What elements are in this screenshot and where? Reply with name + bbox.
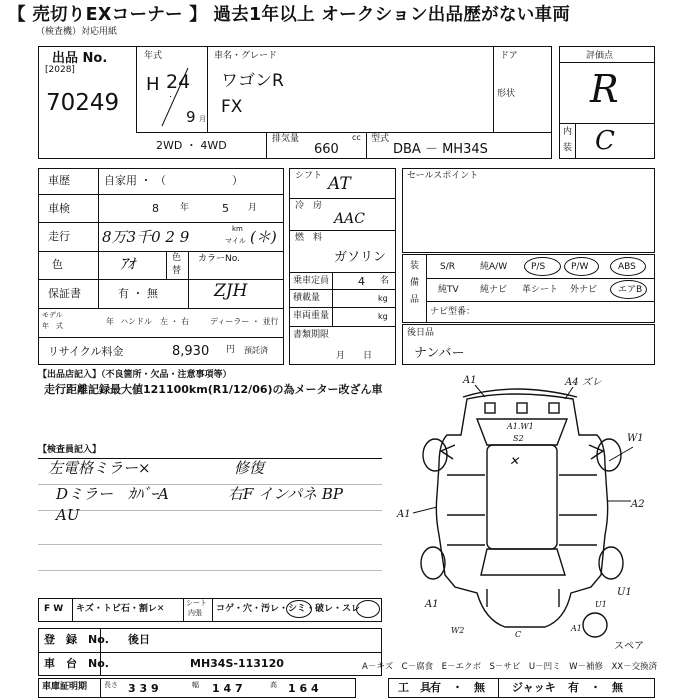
color-label: 色 [52, 258, 63, 271]
shaken-year: 8 [152, 202, 159, 215]
shaken-label: 車検 [48, 202, 70, 215]
equip-side-2: 備 [410, 278, 420, 288]
equip-navi: 純ナビ [480, 285, 508, 295]
color-no-value: ZJH [214, 281, 248, 301]
year-month: 9 [186, 108, 196, 126]
color-value: ｱｵ [120, 255, 136, 273]
mark-s2: S2 [513, 434, 524, 443]
shaken-month: 5 [222, 202, 229, 215]
cert-small: 長さ [104, 681, 118, 689]
reg-value: 後日 [128, 633, 150, 646]
year-month-unit: 月 [199, 115, 206, 123]
tools-label: 工 具 [398, 681, 431, 694]
load-label: 積載量 [293, 293, 321, 303]
mileage-value: 8万3千0 2 9 [102, 228, 190, 246]
reg-label: 登 録 No. [44, 633, 109, 646]
color-change-1: 色 [172, 253, 182, 263]
mark-w1: W1 [627, 433, 644, 444]
equip-pw-circle [564, 257, 599, 276]
model-name: ワゴンR [221, 71, 284, 91]
equip-airbag: エアB [618, 285, 643, 295]
equip-tv: 純TV [438, 285, 459, 295]
model-grade: FX [221, 97, 243, 117]
recycle-label: リサイクル料金 [48, 345, 124, 358]
mark-a4: A4 ズレ [565, 377, 602, 388]
mark-a1-rear-left: A1 [425, 599, 439, 610]
handle: ハンドル 左 ・ 右 [120, 317, 190, 326]
recycle-value: 8,930 [172, 344, 210, 359]
capacity-value: 4 [358, 275, 365, 288]
model-year-l2: 年 式 [42, 322, 63, 330]
equip-aw: 純A/W [480, 262, 508, 272]
color-no-label: カラーNo. [198, 254, 240, 264]
note-1: 【出品店記入】（不良箇所・欠品・注意事項等） [38, 370, 232, 380]
car-diagram [395, 375, 660, 645]
equip-abs: ABS [618, 262, 636, 272]
cert-height: 1 6 4 [288, 682, 319, 695]
capacity-label: 乗車定員 [293, 276, 330, 286]
navi-label: ナビ型番： [430, 307, 476, 317]
interior-label-2: 装 [563, 143, 573, 153]
legend-items: キズ・トビ石・割レ✕ [76, 604, 165, 614]
inspector-line-3: Dミラー ｶﾊﾞｰA [56, 485, 169, 503]
inspector-label: 【検査員記入】 [38, 445, 102, 455]
jack-value: 有 ・ 無 [568, 681, 623, 694]
color-change-2: 替 [172, 266, 182, 276]
mileage-unit-km: km [232, 225, 243, 233]
info-table [38, 168, 284, 365]
capacity-unit: 名 [380, 276, 390, 286]
banner-text: 【 売切りEXコーナー 】 過去1年以上 オークション出品歴がない車両 [8, 5, 571, 25]
model-year-unit: 年 [106, 317, 114, 326]
year-value: 24 [166, 71, 191, 93]
equip-sr: S/R [440, 262, 455, 272]
mark-x: ✕ [509, 454, 520, 468]
weight-label: 車両重量 [293, 311, 330, 321]
mark-c: C [515, 630, 522, 639]
recycle-note: 預託済 [244, 346, 268, 355]
warranty-label: 保証書 [48, 287, 81, 300]
lot-tag: [2028] [45, 65, 75, 75]
dealer: ディーラー ・ 並行 [210, 317, 279, 326]
tools-value: 有 ・ 無 [430, 681, 485, 694]
spare-label: スペア [614, 641, 644, 652]
note-2: 走行距離記録最大値121100km(R1/12/06)の為メーター改ざん車 [44, 383, 383, 396]
cert-width-unit: 高 [270, 681, 277, 689]
doc-deadline-unit: 月 日 [336, 351, 373, 361]
chassis-label: 車 台 No. [44, 657, 109, 670]
aircon-label: 冷 房 [295, 201, 323, 211]
cert-len: 3 3 9 [128, 682, 159, 695]
mark-u1-rear: U1 [595, 600, 607, 609]
model-year-l1: モデル [42, 311, 63, 319]
shaken-month-unit: 月 [248, 203, 258, 213]
equip-ext-navi: 外ナビ [570, 285, 598, 295]
drive: 2WD ・ 4WD [156, 139, 227, 152]
mark-a1-front: A1 [463, 375, 477, 386]
shift-value: AT [328, 174, 351, 194]
cert-label: 車庫証明期 [42, 682, 88, 692]
displacement-unit: cc [352, 133, 361, 142]
year-era: H [146, 74, 160, 95]
recycle-unit: 円 [226, 345, 236, 355]
legend-items2: コゲ・穴・汚レ・シミ・破レ・スレ [216, 604, 361, 614]
shift-label: シフト [295, 171, 323, 181]
mark-w2: W2 [451, 626, 465, 635]
equip-pw: P/W [571, 262, 589, 272]
year-slash [136, 46, 207, 132]
mileage-unit-mile: マイル [225, 237, 246, 245]
mileage-label: 走行 [48, 230, 70, 243]
weight-unit: kg [378, 312, 388, 321]
later-label: 後日品 [407, 328, 435, 338]
doc-deadline-label: 書類期限 [293, 330, 330, 340]
equip-ps: P/S [531, 262, 546, 272]
inspector-line-4: 右F インパネ BP [228, 485, 344, 503]
type-value: DBA － MH34S [393, 142, 488, 157]
aircon-value: AAC [334, 211, 365, 227]
model-label: 車名・グレード [214, 51, 278, 61]
score-value: R [590, 67, 619, 111]
door-label: ドア [500, 51, 518, 61]
mark-a2: A2 [631, 499, 645, 510]
fuel-value: ガソリン [334, 250, 387, 265]
displacement-label: 排気量 [272, 134, 300, 144]
mark-a1-rear: A1 [571, 624, 582, 633]
fuel-label: 燃 料 [295, 233, 323, 243]
sales-point-label: セールスポイント [407, 171, 479, 181]
equip-side-1: 装 [410, 261, 420, 271]
legend-seat-2: 内張 [188, 609, 202, 617]
legend-seat-1: シート [186, 599, 207, 607]
warranty-value: 有 ・ 無 [118, 287, 158, 300]
inspector-line-5: AU [56, 506, 80, 524]
equip-abs-circle [610, 257, 646, 276]
later-value: ナンバー [414, 346, 465, 361]
equip-ps-circle [524, 257, 561, 276]
mileage-mark: (＊) [250, 228, 277, 246]
score-label: 評価点 [586, 51, 614, 61]
subline: （検査機）対応用紙 [36, 27, 118, 37]
load-unit: kg [378, 294, 388, 303]
inspector-line-2: 修復 [234, 459, 265, 477]
history-label: 車歴 [48, 174, 70, 187]
cert-len-unit: 幅 [192, 681, 199, 689]
equip-leather: 革シート [522, 285, 559, 295]
year-label: 年式 [144, 51, 163, 61]
mark-a1-left: A1 [397, 509, 411, 520]
equip-side-3: 品 [410, 295, 420, 305]
equip-airbag-circle [610, 280, 647, 299]
cert-width: 1 4 7 [212, 682, 243, 695]
inspector-line-1: 左電格ミラー× [48, 459, 151, 477]
shaken-year-unit: 年 [180, 203, 190, 213]
displacement-value: 660 [314, 142, 339, 157]
interior-label-1: 内 [563, 127, 573, 137]
history-value: 自家用 ・ （ ） [104, 174, 243, 187]
legend-fw: F W [44, 604, 64, 614]
shape-label: 形状 [497, 89, 516, 99]
mark-u1-right: U1 [617, 587, 632, 598]
legend-codes: A－キズ C－腐食 E－エクボ S－サビ U－凹ミ W－補修 XX－交換済 [362, 662, 658, 672]
interior-value: C [595, 126, 615, 156]
mark-a1w1: A1.W1 [507, 422, 534, 431]
lot-number: 70249 [46, 90, 120, 116]
jack-label: ジャッキ [512, 681, 556, 694]
lot-label: 出品 No. [52, 51, 108, 66]
chassis-value: MH34S-113120 [190, 657, 284, 670]
type-label: 型式 [371, 134, 390, 144]
